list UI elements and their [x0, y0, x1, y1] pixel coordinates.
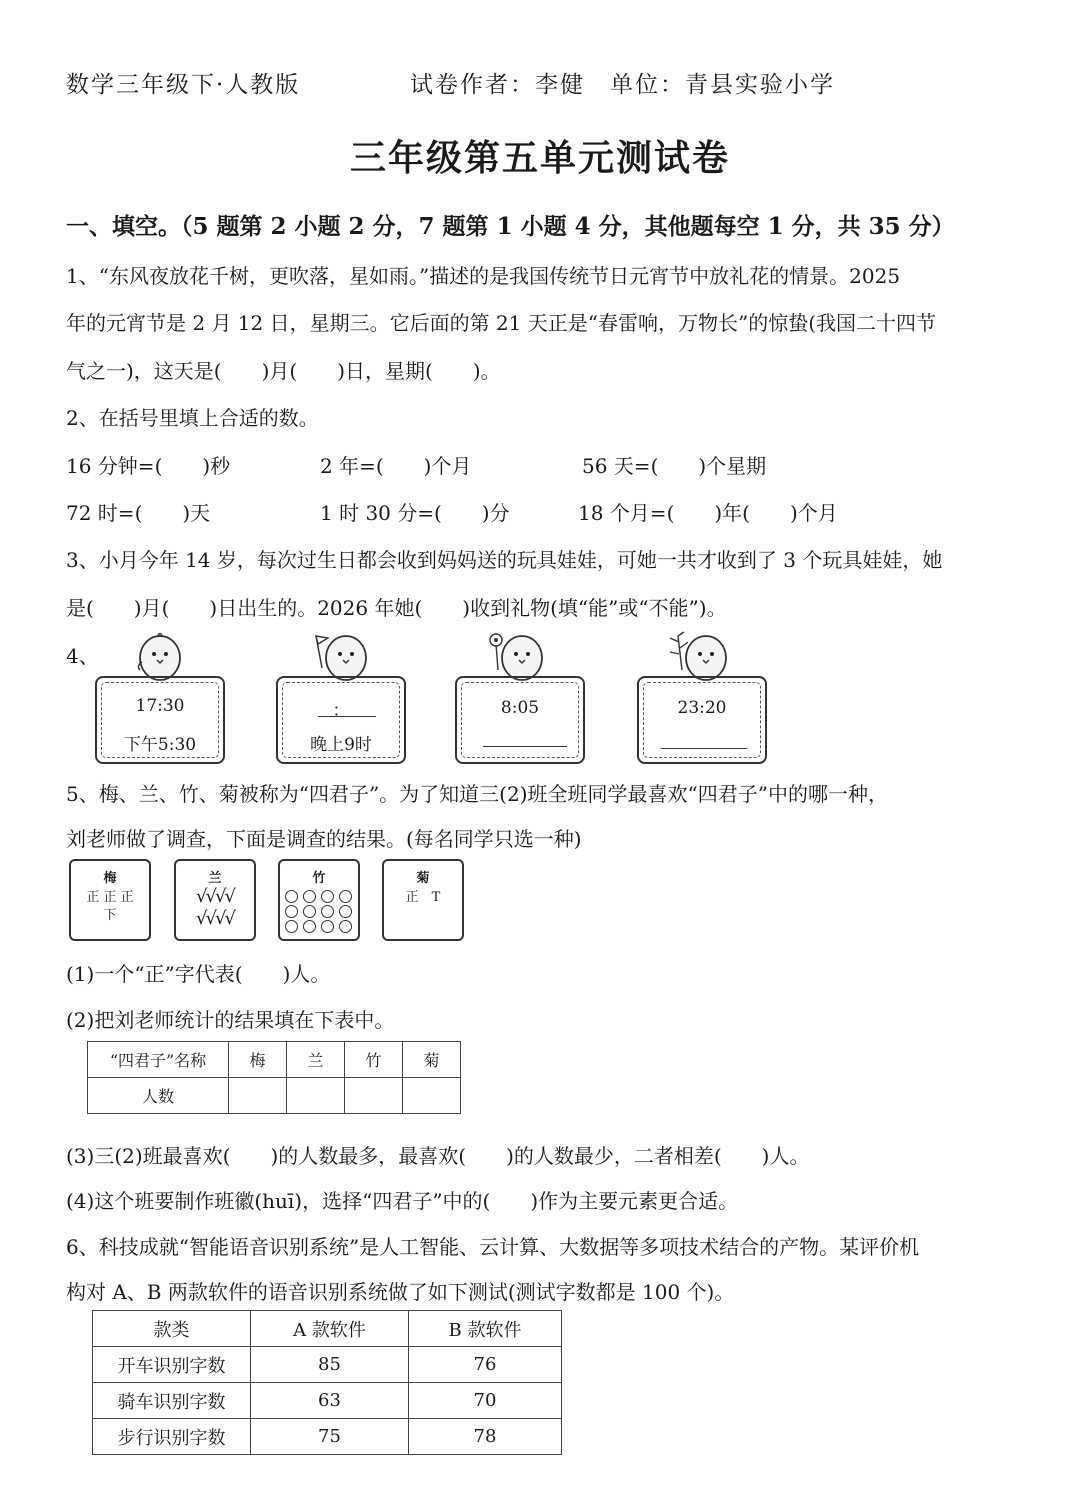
table-header-cell: B 款软件 — [409, 1311, 562, 1347]
tally-result-table — [87, 1041, 461, 1114]
table-row-label: 人数 — [88, 1078, 229, 1114]
clock-card — [276, 676, 406, 764]
header-author: 试卷作者：李健 单位：青县实验小学 — [410, 72, 835, 98]
card-time-24h: 23:20 — [677, 698, 727, 718]
clock-card — [95, 676, 225, 764]
tally-circles — [280, 890, 358, 933]
tally-box-mei — [69, 859, 151, 941]
table-header-cell: A 款软件 — [251, 1311, 409, 1347]
section-heading: 一、填空。（5 题第 2 小题 2 分，7 题第 1 小题 4 分，其他题每空 1 分，共 35 分） — [66, 213, 955, 240]
tally-checks: √√√√ — [196, 908, 234, 929]
q2-item: 56 天=( )个星期 — [582, 454, 767, 478]
table-cell: 85 — [251, 1347, 409, 1383]
answer-line — [483, 746, 567, 747]
table-header-cell: 竹 — [345, 1042, 403, 1078]
table-header-cell: 菊 — [403, 1042, 461, 1078]
answer-cell — [287, 1078, 345, 1114]
tally-checks: √√√√ — [196, 886, 234, 907]
tally-marks: 正 T — [405, 890, 441, 905]
answer-cell — [403, 1078, 461, 1114]
tally-marks: 下 — [103, 908, 117, 923]
tally-box-lan — [174, 859, 256, 941]
table-cell: 骑车识别字数 — [93, 1383, 251, 1419]
table-header-cell: 款类 — [93, 1311, 251, 1347]
answer-cell — [229, 1078, 287, 1114]
tally-marks: 正 正 正 — [86, 890, 134, 905]
q2-item: 18 个月=( )年( )个月 — [578, 501, 838, 525]
table-row — [93, 1347, 562, 1383]
table-cell: 步行识别字数 — [93, 1419, 251, 1455]
q2-item: 16 分钟=( )秒 — [66, 454, 231, 478]
tally-name: 梅 — [103, 871, 117, 886]
tally-name: 兰 — [208, 871, 222, 886]
tally-name: 菊 — [416, 871, 430, 886]
tally-box-zhu — [278, 859, 360, 941]
table-cell: 78 — [409, 1419, 562, 1455]
table-cell: 76 — [409, 1347, 562, 1383]
tally-name: 竹 — [312, 871, 326, 886]
card-time-24h: ： — [332, 701, 350, 721]
q2-item: 1 时 30 分=( )分 — [320, 501, 510, 525]
q5-line-1: 5、梅、兰、竹、菊被称为“四君子”。为了知道三(2)班全班同学最喜欢“四君子”中的哪一种， — [66, 782, 888, 806]
q5-sub-3: (3)三(2)班最喜欢( )的人数最多，最喜欢( )的人数最少，二者相差( )人。 — [66, 1144, 810, 1168]
q2-title: 2、在括号里填上合适的数。 — [66, 406, 319, 430]
q6-line-2: 构对 A、B 两款软件的语音识别系统做了如下测试(测试字数都是 100 个)。 — [66, 1280, 735, 1304]
table-cell: 70 — [409, 1383, 562, 1419]
q5-sub-2: (2)把刘老师统计的结果填在下表中。 — [66, 1008, 395, 1032]
header-subject: 数学三年级下·人教版 — [66, 72, 301, 98]
card-time-24h: 17:30 — [135, 696, 185, 716]
q4-label: 4、 — [66, 644, 99, 668]
table-header-cell: “四君子”名称 — [88, 1042, 229, 1078]
table-cell: 63 — [251, 1383, 409, 1419]
q1-line-1: 1、“东风夜放花千树，更吹落，星如雨。”描述的是我国传统节日元宵节中放礼花的情景。2025 — [66, 264, 901, 288]
q5-sub-4: (4)这个班要制作班徽(huī)，选择“四君子”中的( )作为主要元素更合适。 — [66, 1189, 739, 1213]
table-header-cell: 兰 — [287, 1042, 345, 1078]
q2-item: 2 年=( )个月 — [320, 454, 472, 478]
software-table — [92, 1310, 562, 1455]
table-header-cell: 梅 — [229, 1042, 287, 1078]
q3-line-1: 3、小月今年 14 岁，每次过生日都会收到妈妈送的玩具娃娃，可她一共才收到了 3 个玩具娃娃，她 — [66, 548, 943, 572]
table-row — [93, 1383, 562, 1419]
table-cell: 开车识别字数 — [93, 1347, 251, 1383]
card-time-12h: 晚上9时 — [310, 735, 372, 755]
q1-line-2: 年的元宵节是 2 月 12 日，星期三。它后面的第 21 天正是“春雷响，万物长”的惊蛰(我国二十四节 — [66, 311, 937, 335]
clock-card — [455, 676, 585, 764]
answer-cell — [345, 1078, 403, 1114]
tally-box-ju — [382, 859, 464, 941]
q1-line-3: 气之一)，这天是( )月( )日，星期( )。 — [66, 359, 501, 383]
q6-line-1: 6、科技成就“智能语音识别系统”是人工智能、云计算、大数据等多项技术结合的产物。某评价机 — [66, 1235, 920, 1259]
card-time-24h: 8:05 — [500, 698, 540, 718]
table-cell: 75 — [251, 1419, 409, 1455]
q5-sub-1: (1)一个“正”字代表( )人。 — [66, 962, 331, 986]
table-row — [93, 1419, 562, 1455]
card-time-12h: 下午5:30 — [123, 735, 197, 755]
q2-item: 72 时=( )天 — [66, 501, 211, 525]
answer-line — [661, 748, 747, 749]
q5-line-2: 刘老师做了调查，下面是调查的结果。(每名同学只选一种) — [66, 827, 582, 851]
q3-line-2: 是( )月( )日出生的。2026 年她( )收到礼物(填“能”或“不能”)。 — [66, 596, 727, 620]
clock-card — [637, 676, 767, 764]
page-title: 三年级第五单元测试卷 — [349, 137, 730, 179]
